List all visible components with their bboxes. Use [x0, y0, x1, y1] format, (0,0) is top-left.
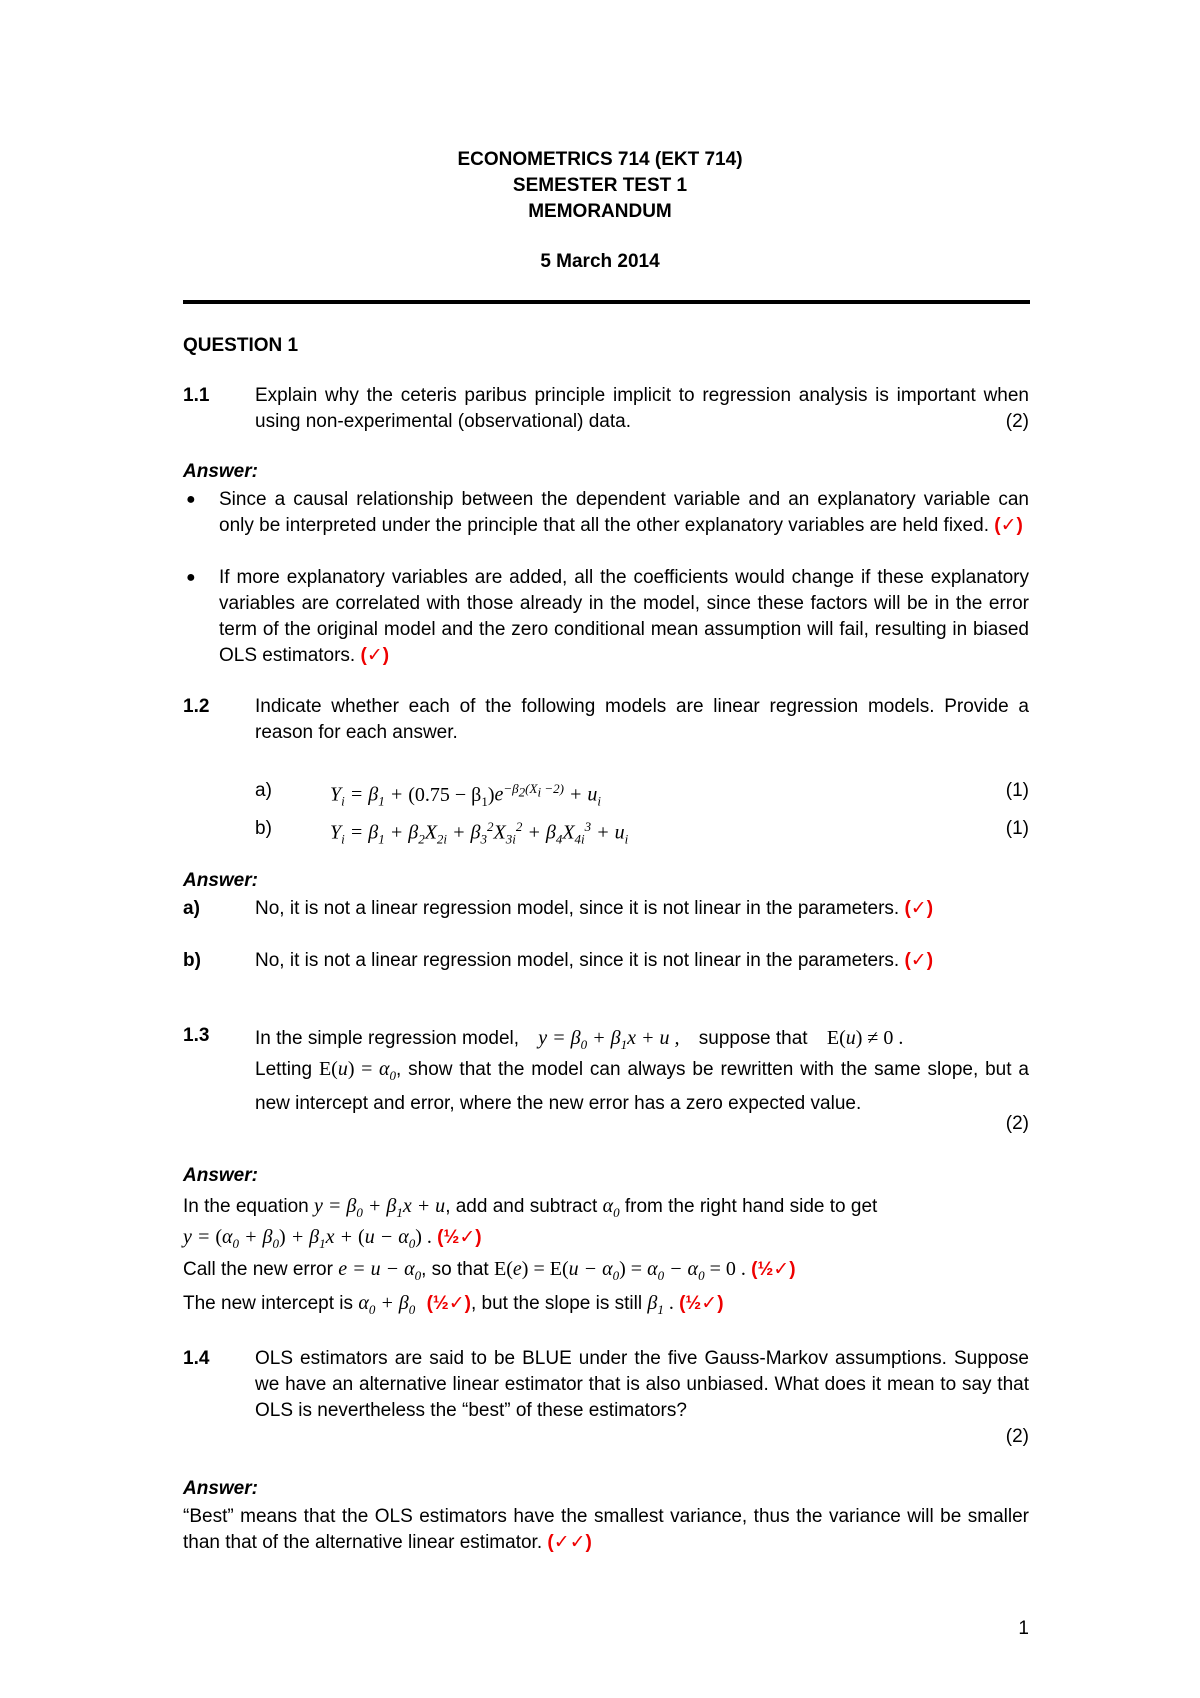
a1-1-bullet-2-text: If more explanatory variables are added, all the coefficients would change if these explanatory variables are correlated with those already in the model, since these factors will be in the error term of the original model and the zero conditional mean assumption will fail, resulting in biased OLS estimators. [219, 567, 1029, 666]
model-b-marks: (1) [1005, 818, 1029, 839]
q1-3-line-2 [255, 1055, 1029, 1118]
page-number: 1 [1018, 1618, 1029, 1639]
half-tick-mark: (½✓) [679, 1293, 724, 1314]
half-tick-mark: (½✓) [751, 1259, 796, 1280]
tick-mark: (✓) [994, 515, 1023, 536]
a1-1-bullet-1-text: Since a causal relationship between the dependent variable and an explanatory variable can only be interpreted under the principle that all the other explanatory variables are held fixed. [219, 489, 1029, 536]
a1-3-line-1 [183, 1193, 877, 1226]
a1-4-text: “Best” means that the OLS estimators have the smallest variance, thus the variance will be smaller than that of the alternative linear estimator. [183, 1506, 1029, 1553]
answer-heading: Answer: [183, 870, 258, 891]
tick-mark: (✓) [904, 950, 934, 971]
q1-2-text: Indicate whether each of the following models are linear regression models. Provide a reason for each answer. [255, 696, 1029, 743]
question-heading: QUESTION 1 [183, 335, 299, 356]
regression-eq: $y = \beta_0 + \beta_1x + u$ [314, 1195, 446, 1220]
model-b-equation: $Y_i = \beta_1 + \beta_2X_{2i} + \beta_3^2X_{3i}^2 + \beta_4X_{4i}^3 + u_i$ [330, 819, 629, 847]
memo-title: MEMORANDUM [528, 201, 672, 222]
model-a-label: a) [255, 780, 272, 801]
half-tick-mark: (½✓) [426, 1293, 471, 1314]
a1-3-l1b: , add and subtract [445, 1196, 598, 1217]
a1-3-l1a: In the equation [183, 1196, 309, 1217]
double-tick-mark: (✓✓) [547, 1532, 592, 1553]
test-title: SEMESTER TEST 1 [512, 175, 688, 196]
q1-4-marks: (2) [1005, 1426, 1029, 1447]
slope-eq: $\beta_1$ . [647, 1292, 674, 1317]
model-b-label: b) [255, 818, 272, 839]
a1-1-bullet-1 [219, 487, 1029, 539]
a1-3-line-4 [183, 1290, 724, 1323]
a1-3-l3a: Call the new error [183, 1259, 333, 1280]
a1-3-l3b: , so that [421, 1259, 489, 1280]
q1-1-text [255, 383, 1029, 435]
a1-2-a-text: No, it is not a linear regression model, since it is not linear in the parameters. [255, 898, 900, 919]
q1-3-marks: (2) [1005, 1113, 1029, 1134]
header-divider [183, 300, 1030, 304]
a1-3-l4b: , but the slope is still [470, 1293, 643, 1314]
bullet-icon: ● [186, 569, 196, 586]
a1-1-bullet-2 [219, 565, 1029, 669]
a1-2-a-label: a) [183, 898, 200, 919]
expectation-condition: E(u) ≠ 0 . [826, 1027, 904, 1049]
model-a-equation: $Y_i = \beta_1 + (0.75 - \beta_1)e^{-\beta_2(X_i -2)} + u_i$ [330, 781, 602, 809]
rewritten-eq: $y = (\alpha_0 + \beta_0) + \beta_1x + (u - \alpha_0)$ . [183, 1226, 432, 1251]
a1-2-b-answer [255, 948, 1029, 974]
new-intercept-eq: $\alpha_0 + \beta_0$ [358, 1292, 416, 1317]
q1-3-t3: Letting [255, 1059, 313, 1080]
tick-mark: (✓) [904, 898, 934, 919]
q1-1-question: Explain why the ceteris paribus principle implicit to regression analysis is important when using non-experimental (observational) data. [255, 385, 1029, 432]
q1-2-number: 1.2 [183, 696, 210, 717]
q1-3-t2: suppose that [698, 1028, 808, 1049]
bullet-icon: ● [186, 491, 196, 508]
course-title: ECONOMETRICS 714 (EKT 714) [457, 149, 743, 170]
answer-heading: Answer: [183, 1478, 258, 1499]
answer-heading: Answer: [183, 461, 258, 482]
a1-2-b-label: b) [183, 950, 201, 971]
test-date: 5 March 2014 [540, 251, 660, 272]
a1-3-line-2 [183, 1224, 482, 1257]
a1-2-a-answer [255, 896, 1029, 922]
q1-1-number: 1.1 [183, 385, 210, 406]
a1-3-line-3 [183, 1256, 796, 1289]
a1-4-answer [183, 1504, 1029, 1556]
q1-3-t1: In the simple regression model, [255, 1028, 520, 1049]
model-a-marks: (1) [1005, 780, 1029, 801]
simple-regression-eq: $y = \beta_0 + \beta_1x + u$ , [538, 1027, 680, 1052]
alpha-0: $\alpha_0$ [602, 1195, 620, 1220]
new-error-eq: $e = u - \alpha_0$ [338, 1258, 422, 1283]
q1-4-number: 1.4 [183, 1348, 210, 1369]
expected-error-eq: $E(e) = E(u - \alpha_0) = \alpha_0 - \alpha_0 = 0$ . [494, 1258, 746, 1283]
q1-4-text: OLS estimators are said to be BLUE under the five Gauss-Markov assumptions. Suppose we have an alternative linear estimator that is also unbiased. What does it mean to say that OLS is nevertheless the “best” of these estimators? [255, 1348, 1029, 1421]
a1-3-l1c: from the right hand side to get [624, 1196, 878, 1217]
q1-3-t4: , show that the model can always be rewritten with the same slope, but a new intercept and error, where the new error has a zero expected value. [255, 1059, 1029, 1114]
half-tick-mark: (½✓) [437, 1227, 482, 1248]
a1-2-b-text: No, it is not a linear regression model, since it is not linear in the parameters. [255, 950, 900, 971]
q1-1-marks: (2) [1005, 411, 1029, 432]
answer-heading: Answer: [183, 1165, 258, 1186]
tick-mark: (✓) [360, 645, 390, 666]
q1-3-number: 1.3 [183, 1025, 210, 1046]
expectation-alpha: $E(u) = \alpha_0$ [318, 1058, 396, 1083]
a1-3-l4a: The new intercept is [183, 1293, 354, 1314]
